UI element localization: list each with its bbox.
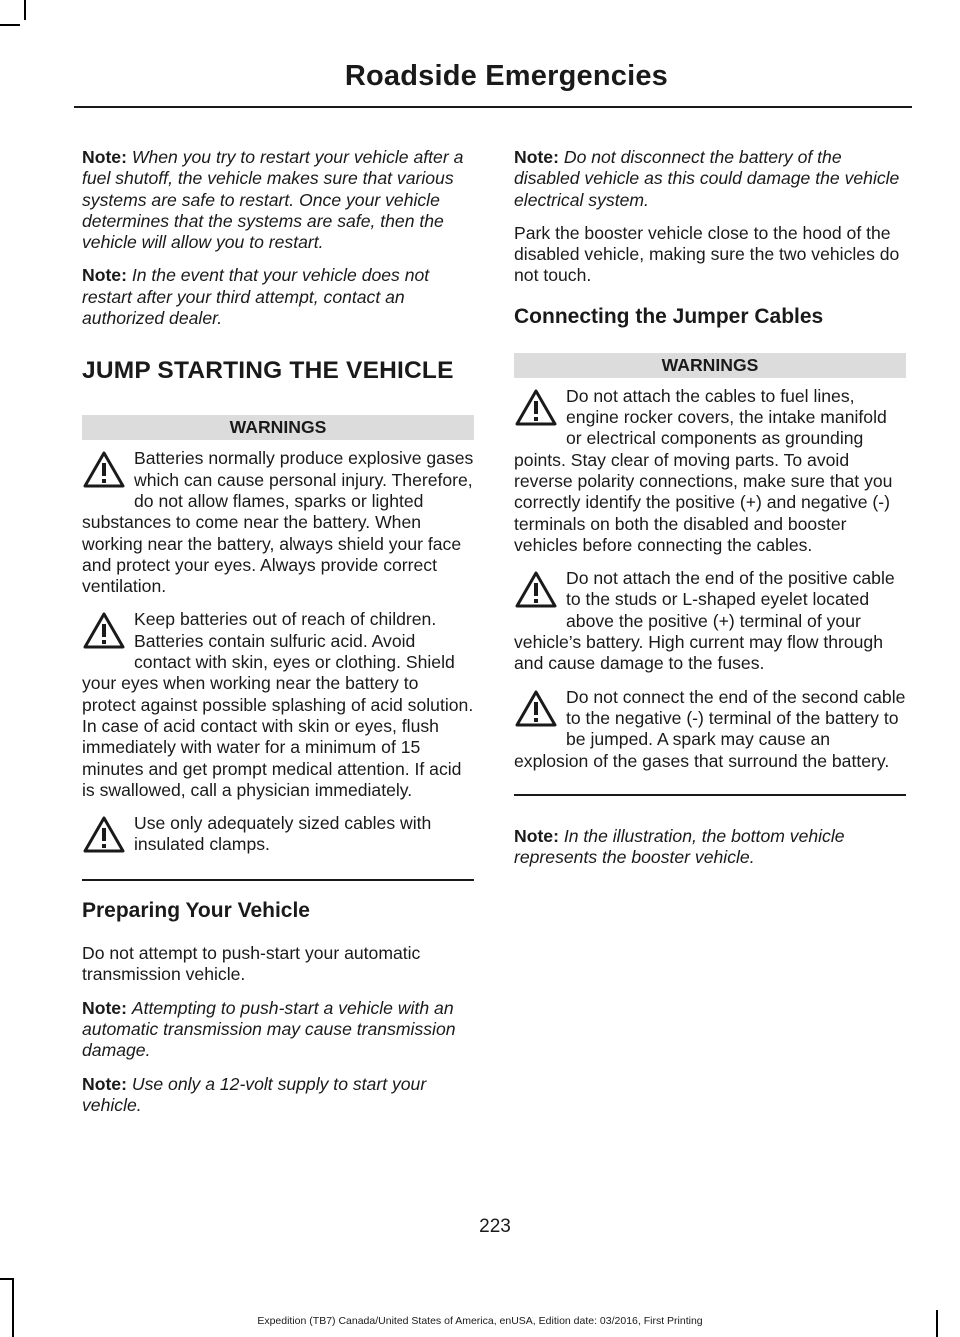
- note: Note: Use only a 12-volt supply to start your vehicle.: [82, 1073, 427, 1115]
- right-column: [514, 147, 906, 880]
- page-number: 223: [479, 1216, 511, 1237]
- note: Note: Do not disconnect the battery of the disabled vehicle as this could damage the vehicle electrical system.: [514, 147, 900, 210]
- warning-triangle-icon: [514, 570, 566, 628]
- crop-mark: [12, 1280, 14, 1337]
- warning-triangle-icon: [82, 450, 134, 508]
- warning-item: Do not connect the end of the second cable to the negative (-) terminal of the battery to be jumped. A spark may cause an explosion of the gases that surround the battery.: [514, 686, 906, 771]
- left-column: [82, 147, 474, 1128]
- warning-triangle-icon: [82, 611, 134, 669]
- paragraph: Park the booster vehicle close to the hood of the disabled vehicle, making sure the two vehicles do not touch.: [514, 222, 900, 286]
- note: Note: In the illustration, the bottom vehicle represents the booster vehicle.: [514, 825, 845, 868]
- subheading: Preparing Your Vehicle: [82, 899, 310, 923]
- warning-triangle-icon: [514, 388, 566, 446]
- page-title: Roadside Emergencies: [344, 60, 668, 92]
- crop-mark: [0, 1278, 14, 1280]
- footer-text: Expedition (TB7) Canada/United States of America, enUSA, Edition date: 03/2016, First Printing: [257, 1315, 703, 1327]
- warning-item: Batteries normally produce explosive gases which can cause personal injury. Therefore, do not allow flames, sparks or lighted substances to come near the battery. When working near the battery, always shield your face and protect your eyes. Always provide correct ventilation.: [82, 448, 474, 597]
- warning-item: Use only adequately sized cables with insulated clamps.: [82, 813, 474, 857]
- note: Note: When you try to restart your vehicle after a fuel shutoff, the vehicle makes sure that various systems are safe to restart. Once your vehicle determines that the systems are safe, then the vehicle will allow you to restart.: [82, 147, 464, 253]
- warning-item: Do not attach the cables to fuel lines, engine rocker covers, the intake manifold or electrical components as grounding points. Stay clear of moving parts. To avoid reverse polarity connections, make sure that you correctly identify the positive (+) and negative (-) terminals on both the disabled and booster vehicles before connecting the cables.: [514, 385, 893, 555]
- warnings-end-rule: [82, 879, 474, 881]
- warnings-header: WARNINGS: [82, 415, 474, 440]
- header-rule: [74, 106, 912, 108]
- warning-triangle-icon: [514, 689, 566, 747]
- warning-triangle-icon: [82, 815, 134, 873]
- note: Note: In the event that your vehicle does not restart after your third attempt, contact an authorized dealer.: [82, 265, 430, 329]
- warning-item: Keep batteries out of reach of children. Batteries contain sulfuric acid. Avoid contact with skin, eyes or clothing. Shield your eyes when working near the battery to protect against possible splashing of acid solution. In case of acid contact with skin or eyes, flush immediately with water for a minimum of 15 minutes and get prompt medical attention. If acid is swallowed, call a physician immediately.: [82, 609, 474, 800]
- crop-mark: [24, 0, 26, 20]
- crop-mark: [0, 24, 20, 26]
- section-title: JUMP STARTING THE VEHICLE: [82, 357, 454, 385]
- warnings-header: WARNINGS: [514, 353, 906, 378]
- warning-item: Do not attach the end of the positive cable to the studs or L-shaped eyelet located above the positive (+) terminal of your vehicle’s battery. High current may flow through and cause damage to the fuses.: [514, 568, 895, 674]
- note: Note: Attempting to push-start a vehicle with an automatic transmission may cause transmission damage.: [82, 997, 456, 1061]
- subheading: Connecting the Jumper Cables: [514, 304, 824, 328]
- paragraph: Do not attempt to push-start your automatic transmission vehicle.: [82, 943, 421, 985]
- warnings-end-rule: [514, 794, 906, 796]
